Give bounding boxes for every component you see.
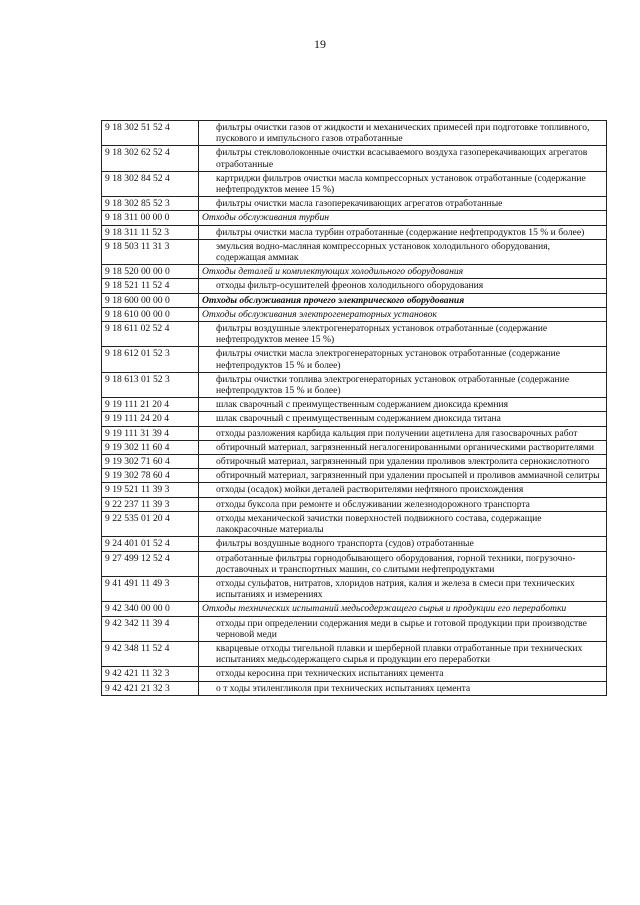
table-row — [102, 121, 607, 146]
category-heading-cell: Отходы технических испытаний медьсодержащего сырья и продукции его переработки — [199, 602, 607, 616]
waste-code-cell: 9 18 613 01 52 3 — [102, 372, 199, 397]
waste-code-cell: 9 19 111 21 20 4 — [102, 398, 199, 412]
table-row — [102, 225, 607, 239]
waste-code-cell: 9 24 401 01 52 4 — [102, 537, 199, 551]
waste-description-cell: отходы (осадок) мойки деталей растворителями нефтяного происхождения — [199, 483, 607, 497]
waste-description-cell: шлак сварочный с преимущественным содержанием диоксида кремния — [199, 398, 607, 412]
category-heading-cell: Отходы обслуживания прочего электрического оборудования — [199, 293, 607, 307]
table-row — [102, 469, 607, 483]
table-row — [102, 616, 607, 641]
waste-code-cell: 9 18 503 11 31 3 — [102, 239, 199, 264]
table-row — [102, 322, 607, 347]
waste-description-cell: отходы сульфатов, нитратов, хлоридов натрия, калия и железа в смеси при технических испытаниях и измерениях — [199, 576, 607, 601]
waste-code-cell: 9 18 311 11 52 3 — [102, 225, 199, 239]
waste-code-cell: 9 18 302 51 52 4 — [102, 121, 199, 146]
waste-code-cell: 9 19 111 31 39 4 — [102, 426, 199, 440]
waste-code-cell: 9 18 311 00 00 0 — [102, 211, 199, 225]
waste-code-cell: 9 19 111 24 20 4 — [102, 412, 199, 426]
table-body — [102, 121, 607, 696]
waste-code-cell: 9 19 521 11 39 3 — [102, 483, 199, 497]
waste-code-cell: 9 18 520 00 00 0 — [102, 265, 199, 279]
table-row — [102, 171, 607, 196]
waste-code-cell: 9 18 302 62 52 4 — [102, 146, 199, 171]
waste-code-cell: 9 18 600 00 00 0 — [102, 293, 199, 307]
waste-code-cell: 9 41 491 11 49 3 — [102, 576, 199, 601]
waste-code-cell: 9 42 421 21 32 3 — [102, 681, 199, 695]
table-row — [102, 412, 607, 426]
waste-description-cell: фильтры воздушные электрогенераторных установок отработанные (содержание нефтепродуктов менее 15 %) — [199, 322, 607, 347]
waste-description-cell: фильтры очистки масла газоперекачивающих агрегатов отработанные — [199, 197, 607, 211]
waste-description-cell: отходы керосина при технических испытаниях цемента — [199, 667, 607, 681]
waste-code-cell: 9 19 302 71 60 4 — [102, 455, 199, 469]
waste-description-cell: картриджи фильтров очистки масла компрессорных установок отработанные (содержание нефтепродуктов менее 15 %) — [199, 171, 607, 196]
waste-code-cell: 9 18 612 01 52 3 — [102, 347, 199, 372]
waste-description-cell: отработанные фильтры горнодобывающего оборудования, горной техники, погрузочно-доставочных и транспортных машин, со слитыми нефтепродуктами — [199, 551, 607, 576]
waste-description-cell: обтирочный материал, загрязненный при удалении просыпей и проливов аммиачной селитры — [199, 469, 607, 483]
table-row — [102, 426, 607, 440]
waste-code-cell: 9 18 302 84 52 4 — [102, 171, 199, 196]
waste-description-cell: отходы разложения карбида кальция при получении ацетилена для газосварочных работ — [199, 426, 607, 440]
table-row — [102, 641, 607, 666]
table-row — [102, 537, 607, 551]
waste-description-cell: шлак сварочный с преимущественным содержанием диоксида титана — [199, 412, 607, 426]
table-row — [102, 347, 607, 372]
table-row — [102, 146, 607, 171]
waste-code-cell: 9 42 340 00 00 0 — [102, 602, 199, 616]
table-row — [102, 197, 607, 211]
table-row — [102, 279, 607, 293]
table-row — [102, 551, 607, 576]
waste-description-cell: отходы буксола при ремонте и обслуживании железнодорожного транспорта — [199, 497, 607, 511]
table-row — [102, 483, 607, 497]
waste-code-cell: 9 42 421 11 32 3 — [102, 667, 199, 681]
waste-codes-table — [101, 120, 607, 696]
waste-description-cell: фильтры очистки масла электрогенераторных установок отработанные (содержание нефтепродуктов 15 % и более) — [199, 347, 607, 372]
waste-description-cell: кварцевые отходы тигельной плавки и шерберной плавки отработанные при технических испытаниях медьсодержащего сырья и продукции его переработки — [199, 641, 607, 666]
page-number: 19 — [314, 37, 326, 51]
category-heading-cell: Отходы обслуживания электрогенераторных установок — [199, 307, 607, 321]
waste-code-cell: 9 18 610 00 00 0 — [102, 307, 199, 321]
table-row — [102, 293, 607, 307]
table-row — [102, 398, 607, 412]
category-heading-cell: Отходы деталей и комплектующих холодильного оборудования — [199, 265, 607, 279]
waste-description-cell: обтирочный материал, загрязненный негалогенированными органическими растворителями — [199, 440, 607, 454]
table-row — [102, 602, 607, 616]
table-row — [102, 307, 607, 321]
table-row — [102, 511, 607, 536]
waste-description-cell: фильтры очистки масла турбин отработанные (содержание нефтепродуктов 15 % и более) — [199, 225, 607, 239]
waste-code-cell: 9 42 348 11 52 4 — [102, 641, 199, 666]
table-row — [102, 372, 607, 397]
category-heading-cell: Отходы обслуживания турбин — [199, 211, 607, 225]
waste-description-cell: фильтры стекловолоконные очистки всасываемого воздуха газоперекачивающих агрегатов отработанные — [199, 146, 607, 171]
table-row — [102, 576, 607, 601]
waste-code-cell: 9 18 611 02 52 4 — [102, 322, 199, 347]
table-row — [102, 497, 607, 511]
waste-code-cell: 9 22 237 11 39 3 — [102, 497, 199, 511]
waste-description-cell: эмульсия водно-масляная компрессорных установок холодильного оборудования, содержащая аммиак — [199, 239, 607, 264]
waste-description-cell: фильтры воздушные водного транспорта (судов) отработанные — [199, 537, 607, 551]
waste-description-cell: отходы при определении содержания меди в сырье и готовой продукции при производстве черновой меди — [199, 616, 607, 641]
waste-description-cell: отходы механической зачистки поверхностей подвижного состава, содержащие лакокрасочные материалы — [199, 511, 607, 536]
waste-description-cell: фильтры очистки газов от жидкости и механических примесей при подготовке топливного, пускового и импульсного газов отработанные — [199, 121, 607, 146]
waste-description-cell: о т ходы этиленгликоля при технических испытаниях цемента — [199, 681, 607, 695]
waste-code-cell: 9 22 535 01 20 4 — [102, 511, 199, 536]
table-row — [102, 265, 607, 279]
waste-description-cell: обтирочный материал, загрязненный при удалении проливов электролита сернокислотного — [199, 455, 607, 469]
waste-code-cell: 9 18 302 85 52 3 — [102, 197, 199, 211]
table-row — [102, 667, 607, 681]
table-row — [102, 211, 607, 225]
waste-code-cell: 9 19 302 11 60 4 — [102, 440, 199, 454]
waste-code-cell: 9 42 342 11 39 4 — [102, 616, 199, 641]
table-row — [102, 455, 607, 469]
waste-code-cell: 9 27 499 12 52 4 — [102, 551, 199, 576]
waste-description-cell: отходы фильтр-осушителей фреонов холодильного оборудования — [199, 279, 607, 293]
waste-code-cell: 9 18 521 11 52 4 — [102, 279, 199, 293]
waste-description-cell: фильтры очистки топлива электрогенераторных установок отработанные (содержание нефтепродуктов 15 % и более) — [199, 372, 607, 397]
table-row — [102, 239, 607, 264]
table-row — [102, 440, 607, 454]
waste-code-cell: 9 19 302 78 60 4 — [102, 469, 199, 483]
table-row — [102, 681, 607, 695]
